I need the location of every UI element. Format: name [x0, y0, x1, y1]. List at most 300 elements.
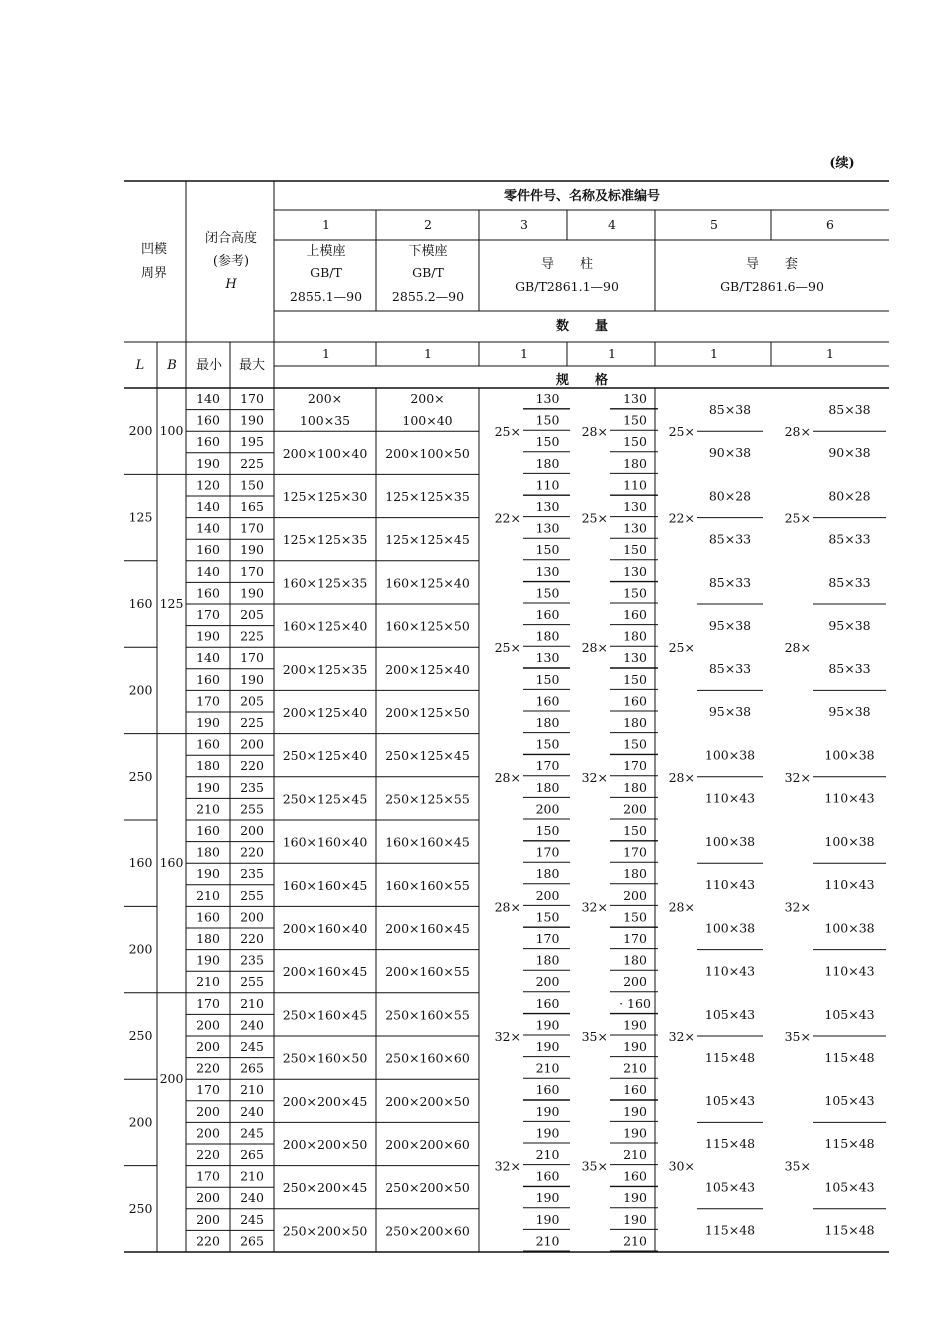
lower-seat-name: 下模座: [408, 244, 448, 259]
guide-pillar-length: 190: [535, 1017, 560, 1033]
guide-pillar-2-length: 150: [623, 412, 647, 428]
guide-pillar-2-length: 150: [623, 434, 647, 450]
upper-seat-spec: 200×200×45: [282, 1093, 368, 1109]
lower-seat-spec: 200×200×50: [385, 1093, 470, 1109]
guide-pillar-2-prefix: 35×: [581, 1029, 608, 1044]
height-min: 210: [196, 887, 220, 903]
height-max: 240: [240, 1103, 264, 1119]
guide-bush-prefix-span: 25×: [668, 640, 695, 656]
guide-pillar-2-length: 210: [623, 1233, 647, 1249]
lower-seat-spec: 200×160×45: [385, 921, 470, 936]
guide-bush-prefix: 32×: [668, 1029, 695, 1044]
upper-seat-spec: 200×125×40: [282, 705, 368, 720]
guide-pillar-2-prefix: 25×: [581, 510, 608, 526]
closed-height-label-2: (参考): [212, 254, 250, 269]
guide-bush-2-prefix: 28×: [784, 424, 811, 440]
lower-seat-spec: 200×125×50: [385, 705, 470, 720]
height-max: 225: [240, 455, 264, 471]
L-value-3: 200: [128, 682, 153, 698]
height-max: 165: [240, 499, 264, 514]
height-min: 180: [196, 931, 220, 946]
guide-pillar-2-length: 180: [623, 866, 647, 882]
guide-bush-2-spec: 110×43: [824, 877, 875, 892]
guide-pillar-length: 150: [535, 823, 560, 838]
guide-pillar-length: 190: [535, 1039, 560, 1054]
upper-seat-std: GB/T: [310, 265, 342, 280]
part-number-5: 5: [710, 217, 718, 232]
guide-pillar-length: 200: [535, 887, 560, 903]
guide-pillar-length: 190: [535, 1190, 560, 1206]
guide-pillar-length: 150: [535, 671, 560, 687]
col-min-label: 最小: [195, 358, 223, 373]
guide-bush-2-prefix: 35×: [784, 1029, 811, 1044]
guide-pillar-length: 170: [535, 931, 560, 946]
height-min: 220: [196, 1233, 220, 1249]
height-max: 245: [240, 1039, 264, 1054]
quantity-6: 1: [826, 346, 834, 361]
height-min: 160: [196, 585, 220, 601]
height-min: 140: [196, 499, 220, 514]
guide-pillar-length: 150: [535, 412, 560, 428]
guide-pillar-length: 160: [535, 995, 560, 1011]
guide-pillar-2-length: 190: [623, 1039, 647, 1054]
part-number-2: 2: [424, 217, 432, 232]
guide-pillar-length: 200: [535, 974, 560, 990]
height-min: 190: [196, 866, 220, 882]
guide-bush-spec: 100×38: [704, 747, 756, 763]
lower-seat-spec: 100×40: [402, 413, 453, 428]
lower-seat-spec: 125×125×45: [385, 532, 470, 548]
guide-bush-2-spec: 115×48: [824, 1136, 875, 1152]
lower-seat-spec: 250×200×60: [385, 1223, 470, 1239]
guide-bush-std: GB/T2861.6—90: [720, 279, 824, 294]
guide-bush-spec: 115×48: [704, 1222, 756, 1238]
height-max: 190: [240, 542, 264, 558]
height-max: 190: [240, 585, 264, 601]
guide-bush-2-spec: 100×38: [824, 747, 875, 763]
guide-bush-2-spec: 95×38: [828, 704, 871, 720]
guide-pillar-length: 190: [535, 1103, 560, 1119]
upper-seat-spec: 200×160×45: [282, 964, 368, 980]
col-max-label: 最大: [238, 358, 266, 373]
parts-title: 零件件号、名称及标准编号: [503, 189, 661, 204]
guide-pillar-2-length: · 160: [619, 995, 651, 1011]
guide-bush-2-prefix: 25×: [784, 510, 811, 526]
guide-pillar-length: 170: [535, 758, 560, 774]
lower-seat-spec: 160×160×45: [385, 834, 470, 850]
guide-pillar-length: 210: [535, 1060, 560, 1076]
L-value-5: 160: [128, 855, 153, 871]
lower-seat-spec: 160×125×50: [385, 618, 470, 634]
guide-pillar-2-length: 160: [623, 1082, 647, 1098]
guide-bush-2-prefix-span: 32×: [784, 899, 811, 915]
height-max: 170: [240, 650, 264, 666]
height-min: 210: [196, 801, 220, 817]
col-L-label: L: [135, 358, 145, 373]
guide-pillar-2-length: 190: [623, 1017, 647, 1033]
part-number-4: 4: [608, 217, 616, 232]
guide-bush-2-spec: 85×33: [828, 531, 871, 547]
guide-bush-spec: 85×38: [708, 402, 752, 417]
height-max: 235: [240, 866, 264, 882]
B-value-0: 100: [159, 423, 184, 439]
upper-seat-spec: 160×160×40: [282, 834, 368, 850]
height-min: 200: [196, 1125, 220, 1141]
height-max: 225: [240, 628, 264, 644]
height-max: 200: [240, 823, 264, 838]
quantity-1: 1: [322, 346, 330, 361]
quantity-5: 1: [710, 346, 718, 361]
upper-seat-spec: 250×160×45: [282, 1007, 368, 1023]
height-max: 225: [240, 715, 264, 730]
height-min: 160: [196, 412, 220, 428]
guide-bush-spec: 110×43: [704, 963, 756, 979]
height-max: 255: [240, 974, 264, 990]
height-min: 200: [196, 1211, 220, 1227]
guide-pillar-2-length: 200: [623, 801, 647, 817]
lower-seat-spec: 160×125×40: [385, 575, 470, 591]
height-min: 170: [196, 1168, 220, 1184]
upper-seat-spec: 160×125×35: [282, 575, 368, 591]
height-max: 150: [240, 477, 264, 493]
height-min: 160: [196, 542, 220, 558]
upper-seat-spec: 125×125×30: [282, 489, 368, 504]
height-min: 190: [196, 455, 220, 471]
height-max: 210: [240, 1168, 264, 1184]
guide-pillar-length: 160: [535, 607, 560, 622]
height-min: 140: [196, 563, 220, 579]
guide-pillar-2-length: 200: [623, 974, 647, 990]
guide-bush-2-prefix-span: 28×: [784, 640, 811, 656]
height-min: 170: [196, 607, 220, 622]
guide-pillar-length: 150: [535, 434, 560, 450]
table-grid: [124, 181, 889, 1252]
height-min: 170: [196, 995, 220, 1011]
guide-pillar-2-length: 200: [623, 887, 647, 903]
lower-seat-spec: 250×125×55: [385, 791, 470, 807]
height-max: 205: [240, 693, 264, 709]
height-min: 160: [196, 671, 220, 687]
guide-pillar-2-length: 150: [623, 542, 647, 558]
guide-bush-spec: 85×33: [708, 531, 752, 547]
guide-pillar-length: 180: [535, 952, 560, 968]
guide-bush-2-prefix-span: 35×: [784, 1158, 811, 1174]
guide-bush-spec: 110×43: [704, 877, 756, 892]
guide-pillar-2-length: 170: [623, 844, 647, 860]
spec-label: 规 格: [555, 373, 609, 388]
guide-pillar-2-length: 150: [623, 671, 647, 687]
guide-bush-spec: 105×43: [704, 1179, 756, 1195]
guide-pillar-2-length: 130: [623, 650, 647, 666]
guide-pillar-2-prefix: 32×: [581, 769, 608, 785]
height-min: 180: [196, 844, 220, 860]
upper-seat-spec: 160×160×45: [282, 877, 368, 893]
guide-bush-prefix-span: 30×: [668, 1158, 695, 1174]
height-min: 210: [196, 974, 220, 990]
height-min: 160: [196, 823, 220, 838]
height-max: 170: [240, 520, 264, 536]
height-min: 190: [196, 715, 220, 730]
guide-bush-spec: 115×48: [704, 1049, 756, 1065]
height-max: 255: [240, 801, 264, 817]
height-max: 200: [240, 736, 264, 752]
guide-pillar-length: 190: [535, 1125, 560, 1141]
guide-pillar-prefix: 22×: [494, 510, 521, 526]
height-min: 200: [196, 1017, 220, 1033]
quantity-4: 1: [608, 346, 616, 361]
height-max: 195: [240, 434, 264, 450]
guide-bush-2-spec: 115×48: [824, 1222, 875, 1238]
upper-seat-spec: 125×125×35: [282, 532, 368, 548]
guide-pillar-length: 180: [535, 715, 560, 730]
guide-pillar-2-length: 180: [623, 952, 647, 968]
height-max: 240: [240, 1017, 264, 1033]
height-max: 265: [240, 1233, 264, 1249]
guide-bush-2-spec: 100×38: [824, 920, 875, 936]
height-min: 170: [196, 693, 220, 709]
height-min: 200: [196, 1190, 220, 1206]
guide-bush-spec: 100×38: [704, 834, 756, 849]
guide-bush-spec: 100×38: [704, 920, 756, 936]
guide-bush-2-spec: 85×33: [828, 661, 871, 677]
height-max: 235: [240, 779, 264, 795]
continued-label: (续): [829, 156, 855, 171]
guide-bush-2-spec: 95×38: [828, 617, 871, 633]
guide-pillar-2-length: 150: [623, 585, 647, 601]
guide-bush-prefix-span: 28×: [668, 899, 695, 915]
die-boundary-label-2: 周界: [140, 266, 168, 281]
quantity-label: 数 量: [555, 319, 609, 334]
guide-pillar-2-length: 110: [623, 477, 647, 493]
height-max: 245: [240, 1211, 264, 1227]
guide-pillar-length: 160: [535, 693, 560, 709]
guide-bush-2-spec: 110×43: [824, 963, 875, 979]
lower-seat-spec: 200×160×55: [385, 964, 470, 980]
guide-bush-2-spec: 80×28: [828, 488, 871, 504]
guide-pillar-2-length: 150: [623, 909, 647, 925]
height-max: 200: [240, 909, 264, 925]
height-min: 140: [196, 650, 220, 666]
guide-bush-2-spec: 90×38: [828, 445, 871, 460]
guide-pillar-2-length: 160: [623, 607, 647, 622]
quantity-3: 1: [520, 346, 528, 361]
guide-pillar-length: 210: [535, 1147, 560, 1162]
guide-pillar-name: 导 柱: [540, 257, 594, 272]
guide-bush-spec: 105×43: [704, 1006, 756, 1022]
guide-pillar-2-length: 170: [623, 758, 647, 774]
lower-seat-spec: 125×125×35: [385, 489, 470, 504]
guide-pillar-prefix: 25×: [494, 424, 521, 440]
guide-pillar-2-length: 180: [623, 715, 647, 730]
guide-pillar-2-length: 190: [623, 1103, 647, 1119]
guide-pillar-2-length: 170: [623, 931, 647, 946]
height-max: 265: [240, 1147, 264, 1162]
height-min: 220: [196, 1147, 220, 1162]
height-min: 160: [196, 909, 220, 925]
L-value-1: 125: [128, 509, 153, 525]
guide-bush-spec: 85×33: [708, 574, 752, 590]
lower-seat-spec: 200×200×60: [385, 1137, 470, 1152]
upper-seat-spec: 250×125×40: [282, 748, 368, 764]
upper-seat-spec: 200×200×50: [282, 1137, 368, 1152]
guide-bush-2-spec: 85×38: [828, 402, 871, 417]
lower-seat-spec: 160×160×55: [385, 877, 470, 893]
quantity-2: 1: [424, 346, 432, 361]
guide-pillar-2-length: 160: [623, 693, 647, 709]
L-value-9: 250: [128, 1200, 153, 1216]
upper-seat-spec: 200×100×40: [282, 445, 368, 461]
guide-pillar-2-length: 130: [623, 499, 647, 514]
height-min: 190: [196, 952, 220, 968]
height-max: 170: [240, 563, 264, 579]
guide-bush-2-spec: 100×38: [824, 834, 875, 849]
guide-bush-2-spec: 85×33: [828, 574, 871, 590]
guide-bush-spec: 115×48: [704, 1136, 756, 1152]
guide-bush-spec: 95×38: [708, 704, 752, 720]
upper-seat-name: 上模座: [306, 244, 346, 259]
lower-seat-spec: 200×125×40: [385, 661, 470, 677]
guide-bush-2-spec: 115×48: [824, 1049, 875, 1065]
guide-pillar-length: 130: [535, 650, 560, 666]
height-max: 210: [240, 995, 264, 1011]
part-number-1: 1: [322, 217, 330, 232]
guide-pillar-2-length: 180: [623, 779, 647, 795]
lower-seat-std: GB/T: [412, 265, 444, 280]
guide-pillar-length: 150: [535, 909, 560, 925]
closed-height-label-1: 闭合高度: [204, 231, 258, 246]
upper-seat-spec: 250×160×50: [282, 1050, 368, 1066]
guide-pillar-2-length: 160: [623, 1168, 647, 1184]
height-max: 255: [240, 887, 264, 903]
guide-pillar-length: 130: [535, 563, 560, 579]
guide-pillar-length: 180: [535, 628, 560, 644]
lower-seat-spec: 250×160×60: [385, 1050, 470, 1066]
guide-pillar-2-length: 130: [623, 563, 647, 579]
B-value-2: 160: [159, 855, 184, 871]
guide-pillar-length: 180: [535, 866, 560, 882]
guide-pillar-2-length: 150: [623, 823, 647, 838]
height-max: 210: [240, 1082, 264, 1098]
guide-pillar-prefix: 32×: [494, 1029, 521, 1044]
guide-pillar-length: 130: [535, 520, 560, 536]
guide-bush-spec: 90×38: [708, 445, 752, 460]
height-max: 190: [240, 412, 264, 428]
guide-pillar-length: 130: [535, 391, 560, 406]
guide-bush-spec: 95×38: [708, 617, 752, 633]
height-min: 190: [196, 779, 220, 795]
guide-bush-spec: 80×28: [708, 488, 752, 504]
height-min: 180: [196, 758, 220, 774]
guide-bush-2-prefix: 32×: [784, 769, 811, 785]
guide-pillar-length: 160: [535, 1082, 560, 1098]
guide-pillar-std: GB/T2861.1—90: [515, 279, 619, 294]
part-number-3: 3: [520, 217, 528, 232]
height-max: 220: [240, 931, 264, 946]
height-min: 200: [196, 1039, 220, 1054]
guide-pillar-2-length: 210: [623, 1147, 647, 1162]
guide-pillar-length: 180: [535, 779, 560, 795]
height-min: 190: [196, 628, 220, 644]
guide-pillar-length: 210: [535, 1233, 560, 1249]
lower-seat-spec: 200×100×50: [385, 445, 470, 461]
guide-pillar-2-length: 190: [623, 1125, 647, 1141]
guide-pillar-length: 160: [535, 1168, 560, 1184]
height-max: 205: [240, 607, 264, 622]
guide-pillar-2-length: 180: [623, 455, 647, 471]
upper-seat-spec: 100×35: [299, 413, 351, 428]
guide-bush-2-spec: 110×43: [824, 790, 875, 806]
guide-bush-2-spec: 105×43: [824, 1093, 875, 1109]
height-min: 140: [196, 391, 220, 406]
height-max: 170: [240, 391, 264, 406]
lower-seat-spec: 250×125×45: [385, 748, 470, 764]
guide-pillar-2-prefix-span: 28×: [581, 640, 608, 656]
guide-pillar-2-length: 210: [623, 1060, 647, 1076]
guide-bush-2-spec: 105×43: [824, 1006, 875, 1022]
guide-pillar-length: 150: [535, 585, 560, 601]
guide-pillar-2-length: 130: [623, 391, 647, 406]
height-max: 265: [240, 1060, 264, 1076]
guide-pillar-length: 110: [535, 477, 560, 493]
guide-pillar-2-length: 190: [623, 1190, 647, 1206]
guide-pillar-2-prefix: 28×: [581, 424, 608, 440]
guide-pillar-2-length: 150: [623, 736, 647, 752]
height-min: 160: [196, 434, 220, 450]
guide-pillar-prefix-span: 25×: [494, 640, 521, 656]
upper-seat-code: 2855.1—90: [289, 289, 363, 304]
guide-pillar-prefix: 28×: [494, 769, 521, 785]
guide-bush-spec: 105×43: [704, 1093, 756, 1109]
guide-pillar-length: 130: [535, 499, 560, 514]
L-value-2: 160: [128, 596, 153, 611]
height-min: 200: [196, 1103, 220, 1119]
lower-seat-spec: 250×160×55: [385, 1007, 470, 1023]
L-value-0: 200: [128, 423, 153, 439]
guide-pillar-length: 190: [535, 1211, 560, 1227]
guide-bush-spec: 85×33: [708, 661, 752, 677]
guide-pillar-2-length: 180: [623, 628, 647, 644]
guide-bush-2-spec: 105×43: [824, 1179, 875, 1195]
height-min: 170: [196, 1082, 220, 1098]
height-min: 160: [196, 736, 220, 752]
guide-bush-prefix: 25×: [668, 424, 695, 440]
height-max: 235: [240, 952, 264, 968]
guide-pillar-prefix-span: 32×: [494, 1158, 521, 1174]
L-value-8: 200: [128, 1114, 153, 1130]
upper-seat-spec: 250×200×50: [282, 1223, 368, 1239]
guide-pillar-2-prefix-span: 32×: [581, 899, 608, 915]
upper-seat-spec: 200×: [307, 391, 343, 406]
guide-pillar-2-length: 190: [623, 1211, 647, 1227]
L-value-7: 250: [128, 1028, 153, 1043]
height-max: 220: [240, 844, 264, 860]
guide-bush-spec: 110×43: [704, 790, 756, 806]
guide-bush-prefix: 22×: [668, 510, 695, 526]
guide-pillar-length: 150: [535, 736, 560, 752]
B-value-3: 200: [159, 1071, 184, 1087]
lower-seat-spec: 200×: [410, 391, 445, 406]
guide-pillar-2-length: 130: [623, 520, 647, 536]
upper-seat-spec: 160×125×40: [282, 618, 368, 634]
col-B-label: B: [167, 358, 177, 373]
upper-seat-spec: 250×125×45: [282, 791, 368, 807]
guide-bush-name: 导 套: [745, 257, 799, 272]
guide-pillar-2-prefix-span: 35×: [581, 1158, 608, 1174]
height-max: 240: [240, 1190, 264, 1206]
height-min: 120: [196, 477, 220, 493]
L-value-6: 200: [128, 941, 153, 957]
L-value-4: 250: [128, 768, 153, 784]
